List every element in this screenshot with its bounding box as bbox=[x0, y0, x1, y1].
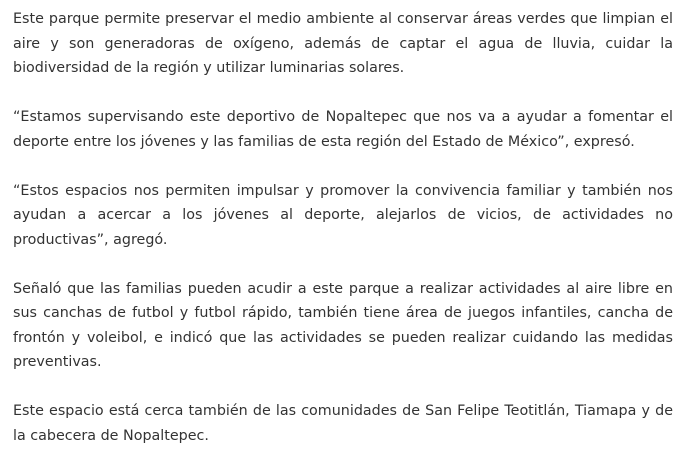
article-paragraph-4: Señaló que las familias pueden acudir a este parque a realizar actividades al aire libre en sus canchas de futbol y futbol rápido, también tiene área de juegos infantiles, cancha de frontón y voleibol, e indicó que las actividades se pueden realizar cuidando las medidas preventivas. bbox=[13, 280, 673, 370]
article-paragraph-1: Este parque permite preservar el medio ambiente al conservar áreas verdes que limpian el aire y son generadoras de oxígeno, además de captar el agua de lluvia, cuidar la biodiversidad de la región y utilizar luminarias solares. bbox=[13, 11, 673, 76]
article-paragraph-5: Este espacio está cerca también de las comunidades de San Felipe Teotitlán, Tiamapa y de la cabecera de Nopaltepec. bbox=[13, 403, 673, 444]
article-paragraph-2: “Estamos supervisando este deportivo de Nopaltepec que nos va a ayudar a fomentar el deporte entre los jóvenes y las familias de esta región del Estado de México”, expresó. bbox=[13, 109, 673, 150]
article-paragraph-3: “Estos espacios nos permiten impulsar y promover la convivencia familiar y también nos ayudan a acercar a los jóvenes al deporte, alejarlos de vicios, de actividades no productivas”, agregó. bbox=[13, 182, 673, 248]
